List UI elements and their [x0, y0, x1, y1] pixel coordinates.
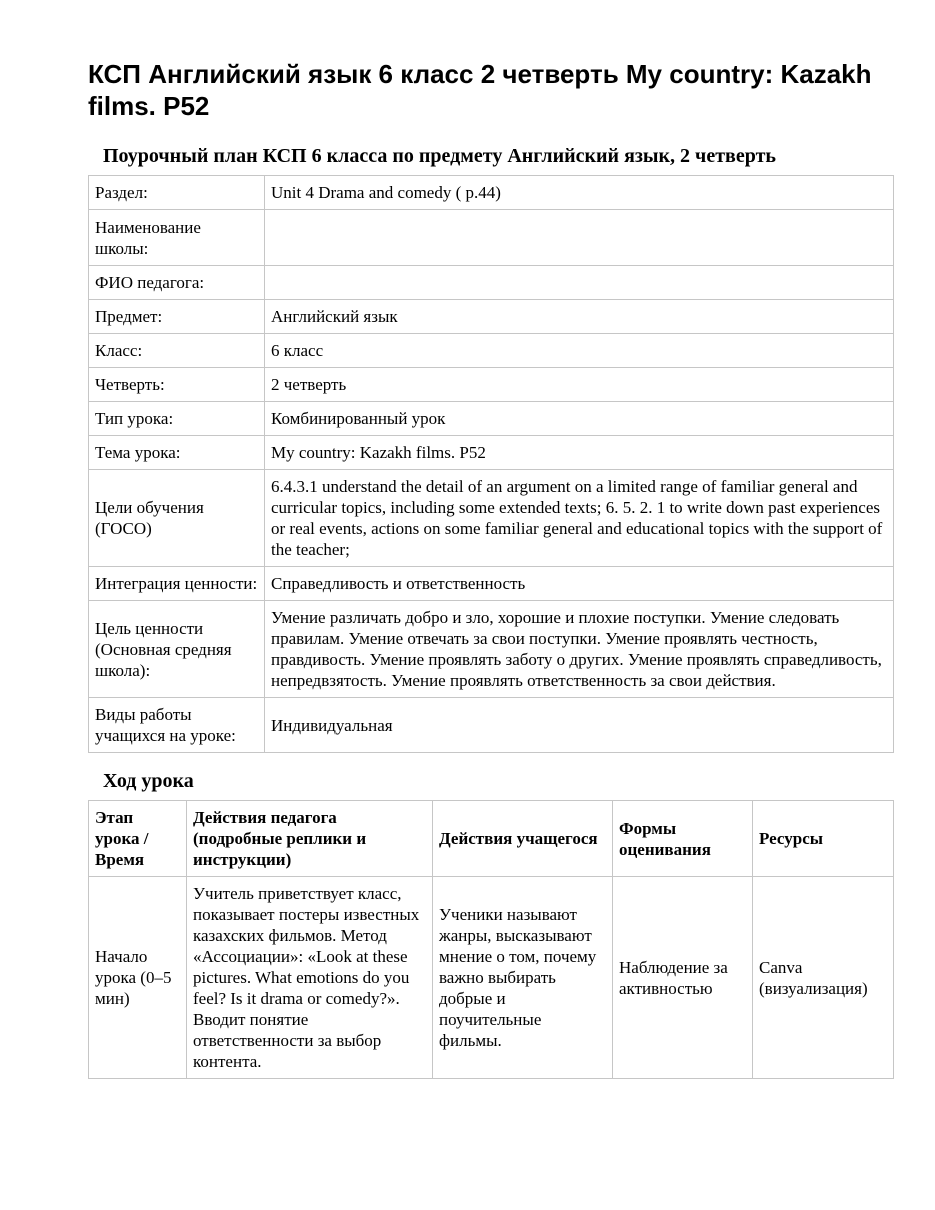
- header-assessment: Формы оценивания: [613, 801, 753, 877]
- table-row: [89, 402, 894, 436]
- table-row: [89, 601, 894, 698]
- table-row: [89, 266, 894, 300]
- info-value-school: [265, 210, 894, 266]
- document-page: [88, 58, 893, 1079]
- info-value-teacher: [265, 266, 894, 300]
- info-label-objectives: Цели обучения (ГОСО): [89, 470, 265, 567]
- info-value-topic: My country: Kazakh films. P52: [265, 436, 894, 470]
- header-teacher-actions: Действия педагога (подробные реплики и инструкции): [187, 801, 433, 877]
- header-stage: Этап урока / Время: [89, 801, 187, 877]
- info-label-section: Раздел:: [89, 176, 265, 210]
- info-label-school: Наименование школы:: [89, 210, 265, 266]
- cell-stage: Начало урока (0–5 мин): [89, 877, 187, 1079]
- info-label-work-types: Виды работы учащихся на уроке:: [89, 698, 265, 753]
- info-value-section: Unit 4 Drama and comedy ( p.44): [265, 176, 894, 210]
- info-label-lesson-type: Тип урока:: [89, 402, 265, 436]
- info-label-teacher: ФИО педагога:: [89, 266, 265, 300]
- table-row: [89, 300, 894, 334]
- info-value-values: Справедливость и ответственность: [265, 567, 894, 601]
- info-value-quarter: 2 четверть: [265, 368, 894, 402]
- cell-student-actions: Ученики называют жанры, высказывают мнение о том, почему важно выбирать добрые и поучительные фильмы.: [433, 877, 613, 1079]
- table-row: [89, 176, 894, 210]
- info-label-values: Интеграция ценности:: [89, 567, 265, 601]
- table-row: [89, 877, 894, 1079]
- table-row: [89, 436, 894, 470]
- cell-assessment: Наблюдение за активностью: [613, 877, 753, 1079]
- plan-heading: Поурочный план КСП 6 класса по предмету Английский язык, 2 четверть: [103, 145, 776, 167]
- table-row: [89, 470, 894, 567]
- table-header-row: [89, 801, 894, 877]
- info-label-topic: Тема урока:: [89, 436, 265, 470]
- lesson-heading: Ход урока: [103, 770, 194, 792]
- info-value-work-types: Индивидуальная: [265, 698, 894, 753]
- table-row: [89, 698, 894, 753]
- info-label-quarter: Четверть:: [89, 368, 265, 402]
- header-student-actions: Действия учащегося: [433, 801, 613, 877]
- cell-teacher-actions: Учитель приветствует класс, показывает постеры известных казахских фильмов. Метод «Ассоциации»: «Look at these pictures. What emotions do you feel? Is it drama or comedy?». Вводит понятие ответственности за выбор контента.: [187, 877, 433, 1079]
- info-label-grade: Класс:: [89, 334, 265, 368]
- lesson-progress-table: [88, 800, 894, 1079]
- document-title: КСП Английский язык 6 класс 2 четверть My country: Kazakh films. P52: [88, 59, 872, 121]
- info-value-subject: Английский язык: [265, 300, 894, 334]
- info-value-lesson-type: Комбинированный урок: [265, 402, 894, 436]
- info-label-value-goal: Цель ценности (Основная средняя школа):: [89, 601, 265, 698]
- info-value-value-goal: Умение различать добро и зло, хорошие и плохие поступки. Умение следовать правилам. Умение отвечать за свои поступки. Умение проявлять честность, правдивость. Умение проявлять заботу о других. Умение проявлять справедливость, непредвзятость. Умение проявлять ответственность за свои действия.: [265, 601, 894, 698]
- info-label-subject: Предмет:: [89, 300, 265, 334]
- info-value-grade: 6 класс: [265, 334, 894, 368]
- info-value-objectives: 6.4.3.1 understand the detail of an argument on a limited range of familiar general and curricular topics, including some extended texts; 6. 5. 2. 1 to write down past experiences or real events, actions on some familiar general and educational topics with the support of the teacher;: [265, 470, 894, 567]
- table-row: [89, 210, 894, 266]
- table-row: [89, 334, 894, 368]
- table-row: [89, 368, 894, 402]
- header-resources: Ресурсы: [753, 801, 894, 877]
- lesson-info-table: [88, 175, 894, 753]
- table-row: [89, 567, 894, 601]
- cell-resources: Canva (визуализация): [753, 877, 894, 1079]
